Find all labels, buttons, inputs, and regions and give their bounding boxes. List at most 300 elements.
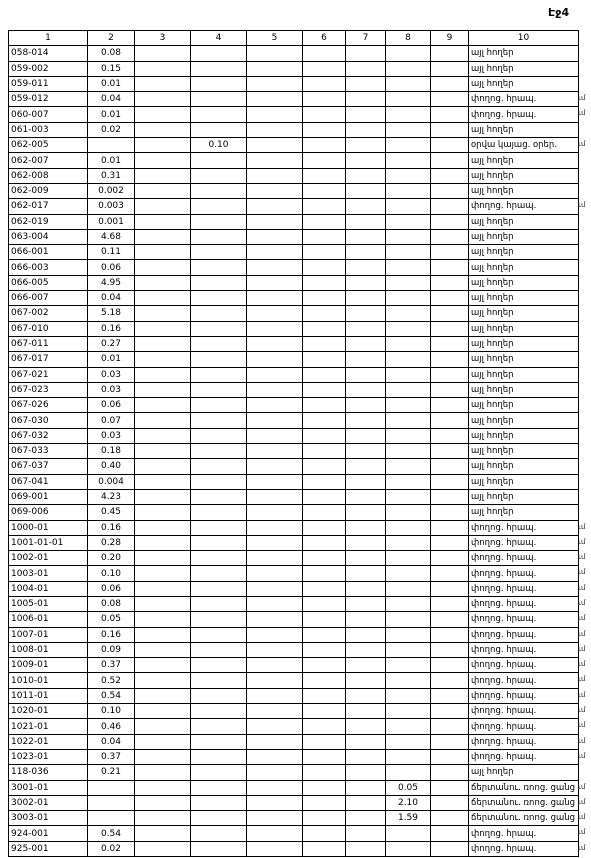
parcel-code-cell: 1000-01 bbox=[9, 520, 88, 535]
col6-cell bbox=[303, 138, 346, 153]
margin-mark: ւմ bbox=[578, 523, 586, 531]
area-cell: 0.002 bbox=[88, 183, 135, 198]
land-type-cell: փողոց. հրապ. bbox=[469, 627, 579, 642]
col3-cell bbox=[135, 153, 191, 168]
col7-cell bbox=[346, 76, 386, 91]
table-row bbox=[9, 551, 579, 566]
area-cell: 0.04 bbox=[88, 92, 135, 107]
col6-cell bbox=[303, 352, 346, 367]
col3-cell bbox=[135, 459, 191, 474]
col8-cell bbox=[386, 214, 431, 229]
col3-cell bbox=[135, 199, 191, 214]
land-type-cell: փողոց. հրապ. bbox=[469, 596, 579, 611]
margin-mark: ւմ bbox=[578, 645, 586, 653]
table-row bbox=[9, 719, 579, 734]
col8-cell bbox=[386, 459, 431, 474]
area-cell: 0.21 bbox=[88, 765, 135, 780]
col7-cell bbox=[346, 566, 386, 581]
col7-cell bbox=[346, 612, 386, 627]
table-row bbox=[9, 168, 579, 183]
area-cell: 0.40 bbox=[88, 459, 135, 474]
col9-cell bbox=[431, 214, 469, 229]
col8-cell bbox=[386, 428, 431, 443]
col9-cell bbox=[431, 245, 469, 260]
col9-cell bbox=[431, 291, 469, 306]
margin-mark: ւմ bbox=[578, 599, 586, 607]
col6-cell bbox=[303, 627, 346, 642]
land-type-cell: փողոց. հրապ. bbox=[469, 551, 579, 566]
col7-cell bbox=[346, 291, 386, 306]
parcel-code-cell: 067-011 bbox=[9, 336, 88, 351]
area-cell: 0.07 bbox=[88, 413, 135, 428]
land-type-cell: օրվա կայաց. օրեր. bbox=[469, 138, 579, 153]
col6-cell bbox=[303, 260, 346, 275]
col4-cell bbox=[191, 229, 247, 244]
area-cell: 4.95 bbox=[88, 275, 135, 290]
col6-cell bbox=[303, 765, 346, 780]
col5-cell bbox=[247, 719, 303, 734]
area-cell: 0.01 bbox=[88, 76, 135, 91]
column-header-6: 6 bbox=[303, 31, 346, 46]
col3-cell bbox=[135, 826, 191, 841]
col4-cell bbox=[191, 811, 247, 826]
col7-cell bbox=[346, 183, 386, 198]
table-row bbox=[9, 260, 579, 275]
col8-cell bbox=[386, 321, 431, 336]
col3-cell bbox=[135, 107, 191, 122]
col5-cell bbox=[247, 795, 303, 810]
col8-cell bbox=[386, 398, 431, 413]
table-row bbox=[9, 459, 579, 474]
table-row bbox=[9, 765, 579, 780]
col3-cell bbox=[135, 765, 191, 780]
col9-cell bbox=[431, 489, 469, 504]
table-row bbox=[9, 428, 579, 443]
area-cell: 0.03 bbox=[88, 428, 135, 443]
col4-cell bbox=[191, 367, 247, 382]
col5-cell bbox=[247, 688, 303, 703]
col8-cell bbox=[386, 658, 431, 673]
col5-cell bbox=[247, 749, 303, 764]
area-cell: 0.08 bbox=[88, 596, 135, 611]
col7-cell bbox=[346, 336, 386, 351]
land-type-cell: փողոց. հրապ. bbox=[469, 612, 579, 627]
col7-cell bbox=[346, 245, 386, 260]
col8-cell: 1.59 bbox=[386, 811, 431, 826]
col5-cell bbox=[247, 826, 303, 841]
col6-cell bbox=[303, 719, 346, 734]
col4-cell bbox=[191, 734, 247, 749]
col3-cell bbox=[135, 413, 191, 428]
col9-cell bbox=[431, 92, 469, 107]
col9-cell bbox=[431, 275, 469, 290]
col4-cell bbox=[191, 153, 247, 168]
col4-cell bbox=[191, 780, 247, 795]
area-cell: 0.20 bbox=[88, 551, 135, 566]
col3-cell bbox=[135, 551, 191, 566]
area-cell: 0.08 bbox=[88, 46, 135, 61]
col5-cell bbox=[247, 704, 303, 719]
col6-cell bbox=[303, 199, 346, 214]
col4-cell bbox=[191, 61, 247, 76]
col5-cell bbox=[247, 61, 303, 76]
col7-cell bbox=[346, 765, 386, 780]
col6-cell bbox=[303, 642, 346, 657]
col6-cell bbox=[303, 153, 346, 168]
table-row bbox=[9, 505, 579, 520]
parcel-code-cell: 061-003 bbox=[9, 122, 88, 137]
col7-cell bbox=[346, 168, 386, 183]
col4-cell bbox=[191, 673, 247, 688]
col9-cell bbox=[431, 612, 469, 627]
area-cell: 0.05 bbox=[88, 612, 135, 627]
col8-cell bbox=[386, 719, 431, 734]
col3-cell bbox=[135, 581, 191, 596]
column-header-2: 2 bbox=[88, 31, 135, 46]
area-cell: 0.54 bbox=[88, 826, 135, 841]
page-number: Էջ4 bbox=[548, 6, 570, 19]
column-header-3: 3 bbox=[135, 31, 191, 46]
col3-cell bbox=[135, 734, 191, 749]
col8-cell bbox=[386, 46, 431, 61]
area-cell: 0.004 bbox=[88, 474, 135, 489]
col8-cell bbox=[386, 612, 431, 627]
col4-cell bbox=[191, 841, 247, 856]
land-type-cell: փողոց. հրապ. bbox=[469, 199, 579, 214]
col6-cell bbox=[303, 673, 346, 688]
land-type-cell: այլ հողեր bbox=[469, 382, 579, 397]
area-cell: 0.52 bbox=[88, 673, 135, 688]
land-type-cell: այլ հողեր bbox=[469, 245, 579, 260]
col7-cell bbox=[346, 520, 386, 535]
col4-cell bbox=[191, 765, 247, 780]
col3-cell bbox=[135, 780, 191, 795]
col9-cell bbox=[431, 719, 469, 734]
col6-cell bbox=[303, 61, 346, 76]
table-row bbox=[9, 658, 579, 673]
land-type-cell: այլ հողեր bbox=[469, 291, 579, 306]
col7-cell bbox=[346, 107, 386, 122]
col9-cell bbox=[431, 382, 469, 397]
col7-cell bbox=[346, 551, 386, 566]
parcel-code-cell: 1009-01 bbox=[9, 658, 88, 673]
col5-cell bbox=[247, 535, 303, 550]
parcel-code-cell: 062-009 bbox=[9, 183, 88, 198]
col4-cell bbox=[191, 535, 247, 550]
land-type-cell: փողոց. հրապ. bbox=[469, 658, 579, 673]
col5-cell bbox=[247, 566, 303, 581]
col9-cell bbox=[431, 505, 469, 520]
column-header-8: 8 bbox=[386, 31, 431, 46]
table-row bbox=[9, 229, 579, 244]
col5-cell bbox=[247, 153, 303, 168]
table-row bbox=[9, 245, 579, 260]
col7-cell bbox=[346, 658, 386, 673]
col4-cell bbox=[191, 245, 247, 260]
col6-cell bbox=[303, 306, 346, 321]
margin-mark: ւմ bbox=[578, 94, 586, 102]
col5-cell bbox=[247, 183, 303, 198]
col6-cell bbox=[303, 46, 346, 61]
parcel-code-cell: 1001-01-01 bbox=[9, 535, 88, 550]
table-row bbox=[9, 749, 579, 764]
col6-cell bbox=[303, 658, 346, 673]
col9-cell bbox=[431, 673, 469, 688]
col3-cell bbox=[135, 444, 191, 459]
area-cell: 0.31 bbox=[88, 168, 135, 183]
area-cell: 4.23 bbox=[88, 489, 135, 504]
col7-cell bbox=[346, 749, 386, 764]
col4-cell bbox=[191, 291, 247, 306]
table-row bbox=[9, 642, 579, 657]
land-type-cell: այլ հողեր bbox=[469, 153, 579, 168]
col6-cell bbox=[303, 183, 346, 198]
col6-cell bbox=[303, 291, 346, 306]
col6-cell bbox=[303, 168, 346, 183]
area-cell: 0.27 bbox=[88, 336, 135, 351]
col8-cell bbox=[386, 535, 431, 550]
col3-cell bbox=[135, 719, 191, 734]
area-cell: 0.06 bbox=[88, 581, 135, 596]
margin-mark: ւմ bbox=[578, 660, 586, 668]
col8-cell bbox=[386, 444, 431, 459]
margin-mark: ւմ bbox=[578, 706, 586, 714]
col3-cell bbox=[135, 596, 191, 611]
margin-mark: ւմ bbox=[578, 783, 586, 791]
col6-cell bbox=[303, 107, 346, 122]
col3-cell bbox=[135, 46, 191, 61]
land-type-cell: այլ հողեր bbox=[469, 474, 579, 489]
margin-mark: ւմ bbox=[578, 109, 586, 117]
col7-cell bbox=[346, 795, 386, 810]
column-header-9: 9 bbox=[431, 31, 469, 46]
col3-cell bbox=[135, 352, 191, 367]
table-row bbox=[9, 275, 579, 290]
col9-cell bbox=[431, 566, 469, 581]
col5-cell bbox=[247, 734, 303, 749]
col3-cell bbox=[135, 61, 191, 76]
table-row bbox=[9, 46, 579, 61]
col4-cell bbox=[191, 444, 247, 459]
land-type-cell: այլ հողեր bbox=[469, 168, 579, 183]
col6-cell bbox=[303, 734, 346, 749]
col7-cell bbox=[346, 688, 386, 703]
table-row bbox=[9, 811, 579, 826]
col7-cell bbox=[346, 780, 386, 795]
col9-cell bbox=[431, 122, 469, 137]
table-row bbox=[9, 566, 579, 581]
land-type-cell: փողոց. հրապ. bbox=[469, 826, 579, 841]
table-row bbox=[9, 107, 579, 122]
col8-cell bbox=[386, 367, 431, 382]
col7-cell bbox=[346, 596, 386, 611]
col8-cell bbox=[386, 168, 431, 183]
col6-cell bbox=[303, 535, 346, 550]
col9-cell bbox=[431, 688, 469, 703]
col6-cell bbox=[303, 474, 346, 489]
parcel-code-cell: 062-019 bbox=[9, 214, 88, 229]
parcel-code-cell: 924-001 bbox=[9, 826, 88, 841]
col7-cell bbox=[346, 811, 386, 826]
col5-cell bbox=[247, 765, 303, 780]
col6-cell bbox=[303, 596, 346, 611]
land-type-cell: փողոց. հրապ. bbox=[469, 749, 579, 764]
land-type-cell: այլ հողեր bbox=[469, 352, 579, 367]
col9-cell bbox=[431, 413, 469, 428]
parcel-code-cell: 067-026 bbox=[9, 398, 88, 413]
col8-cell: 0.05 bbox=[386, 780, 431, 795]
col6-cell bbox=[303, 214, 346, 229]
col7-cell bbox=[346, 398, 386, 413]
col5-cell bbox=[247, 811, 303, 826]
parcel-code-cell: 1005-01 bbox=[9, 596, 88, 611]
parcel-code-cell: 067-030 bbox=[9, 413, 88, 428]
land-type-cell: ճերտանու. ռոոց. ցանց bbox=[469, 811, 579, 826]
land-type-cell: այլ հողեր bbox=[469, 61, 579, 76]
col5-cell bbox=[247, 107, 303, 122]
col6-cell bbox=[303, 841, 346, 856]
col5-cell bbox=[247, 291, 303, 306]
col8-cell bbox=[386, 138, 431, 153]
col4-cell bbox=[191, 719, 247, 734]
col3-cell bbox=[135, 336, 191, 351]
land-type-cell: այլ հողեր bbox=[469, 122, 579, 137]
table-row bbox=[9, 596, 579, 611]
margin-mark: ւմ bbox=[578, 568, 586, 576]
col3-cell bbox=[135, 367, 191, 382]
margin-mark: ւմ bbox=[578, 201, 586, 209]
parcel-code-cell: 1006-01 bbox=[9, 612, 88, 627]
col8-cell bbox=[386, 505, 431, 520]
col5-cell bbox=[247, 306, 303, 321]
col9-cell bbox=[431, 183, 469, 198]
col7-cell bbox=[346, 489, 386, 504]
margin-mark: ւմ bbox=[578, 798, 586, 806]
col7-cell bbox=[346, 382, 386, 397]
margin-mark: ւմ bbox=[578, 752, 586, 760]
area-cell: 0.28 bbox=[88, 535, 135, 550]
col3-cell bbox=[135, 122, 191, 137]
table-row bbox=[9, 153, 579, 168]
land-type-cell: փողոց. հրապ. bbox=[469, 688, 579, 703]
col9-cell bbox=[431, 138, 469, 153]
col5-cell bbox=[247, 627, 303, 642]
col8-cell bbox=[386, 489, 431, 504]
col7-cell bbox=[346, 459, 386, 474]
col8-cell bbox=[386, 642, 431, 657]
col9-cell bbox=[431, 704, 469, 719]
table-row bbox=[9, 581, 579, 596]
col8-cell bbox=[386, 229, 431, 244]
col5-cell bbox=[247, 780, 303, 795]
parcel-code-cell: 925-001 bbox=[9, 841, 88, 856]
margin-mark: ւմ bbox=[578, 844, 586, 852]
parcel-code-cell: 1010-01 bbox=[9, 673, 88, 688]
area-cell: 4.68 bbox=[88, 229, 135, 244]
col8-cell bbox=[386, 275, 431, 290]
table-row bbox=[9, 826, 579, 841]
col7-cell bbox=[346, 275, 386, 290]
table-body bbox=[9, 46, 579, 857]
area-cell bbox=[88, 795, 135, 810]
col8-cell: 2.10 bbox=[386, 795, 431, 810]
land-type-cell: այլ հողեր bbox=[469, 398, 579, 413]
col6-cell bbox=[303, 229, 346, 244]
land-type-cell: փողոց. հրապ. bbox=[469, 642, 579, 657]
land-type-cell: այլ հողեր bbox=[469, 46, 579, 61]
col7-cell bbox=[346, 46, 386, 61]
col8-cell bbox=[386, 627, 431, 642]
col3-cell bbox=[135, 642, 191, 657]
area-cell: 0.37 bbox=[88, 658, 135, 673]
col5-cell bbox=[247, 352, 303, 367]
land-type-cell: այլ հողեր bbox=[469, 321, 579, 336]
col9-cell bbox=[431, 658, 469, 673]
col6-cell bbox=[303, 612, 346, 627]
col6-cell bbox=[303, 398, 346, 413]
land-type-cell: ճերտանու. ռոոց. ցանց bbox=[469, 795, 579, 810]
col7-cell bbox=[346, 826, 386, 841]
area-cell: 0.03 bbox=[88, 382, 135, 397]
land-type-cell: փողոց. հրապ. bbox=[469, 841, 579, 856]
col3-cell bbox=[135, 673, 191, 688]
col8-cell bbox=[386, 566, 431, 581]
area-cell: 0.10 bbox=[88, 566, 135, 581]
col9-cell bbox=[431, 46, 469, 61]
col8-cell bbox=[386, 92, 431, 107]
table-row bbox=[9, 367, 579, 382]
parcel-code-cell: 069-001 bbox=[9, 489, 88, 504]
col3-cell bbox=[135, 229, 191, 244]
col8-cell bbox=[386, 520, 431, 535]
land-type-cell: փողոց. հրապ. bbox=[469, 535, 579, 550]
col8-cell bbox=[386, 61, 431, 76]
col7-cell bbox=[346, 505, 386, 520]
col8-cell bbox=[386, 382, 431, 397]
col9-cell bbox=[431, 551, 469, 566]
col7-cell bbox=[346, 367, 386, 382]
parcel-code-cell: 066-003 bbox=[9, 260, 88, 275]
land-type-cell: այլ հողեր bbox=[469, 413, 579, 428]
col3-cell bbox=[135, 321, 191, 336]
col9-cell bbox=[431, 153, 469, 168]
col5-cell bbox=[247, 505, 303, 520]
col6-cell bbox=[303, 428, 346, 443]
col9-cell bbox=[431, 229, 469, 244]
col3-cell bbox=[135, 627, 191, 642]
land-type-cell: այլ հողեր bbox=[469, 765, 579, 780]
land-type-cell: այլ հողեր bbox=[469, 214, 579, 229]
table-row bbox=[9, 474, 579, 489]
col3-cell bbox=[135, 704, 191, 719]
col3-cell bbox=[135, 505, 191, 520]
col4-cell bbox=[191, 627, 247, 642]
area-cell: 0.15 bbox=[88, 61, 135, 76]
col8-cell bbox=[386, 673, 431, 688]
col3-cell bbox=[135, 291, 191, 306]
land-type-cell: այլ հողեր bbox=[469, 260, 579, 275]
parcel-code-cell: 1022-01 bbox=[9, 734, 88, 749]
col3-cell bbox=[135, 688, 191, 703]
col5-cell bbox=[247, 122, 303, 137]
col7-cell bbox=[346, 352, 386, 367]
col8-cell bbox=[386, 183, 431, 198]
area-cell bbox=[88, 780, 135, 795]
parcel-code-cell: 067-010 bbox=[9, 321, 88, 336]
parcel-code-cell: 118-036 bbox=[9, 765, 88, 780]
parcel-code-cell: 1007-01 bbox=[9, 627, 88, 642]
margin-mark: ւմ bbox=[578, 691, 586, 699]
